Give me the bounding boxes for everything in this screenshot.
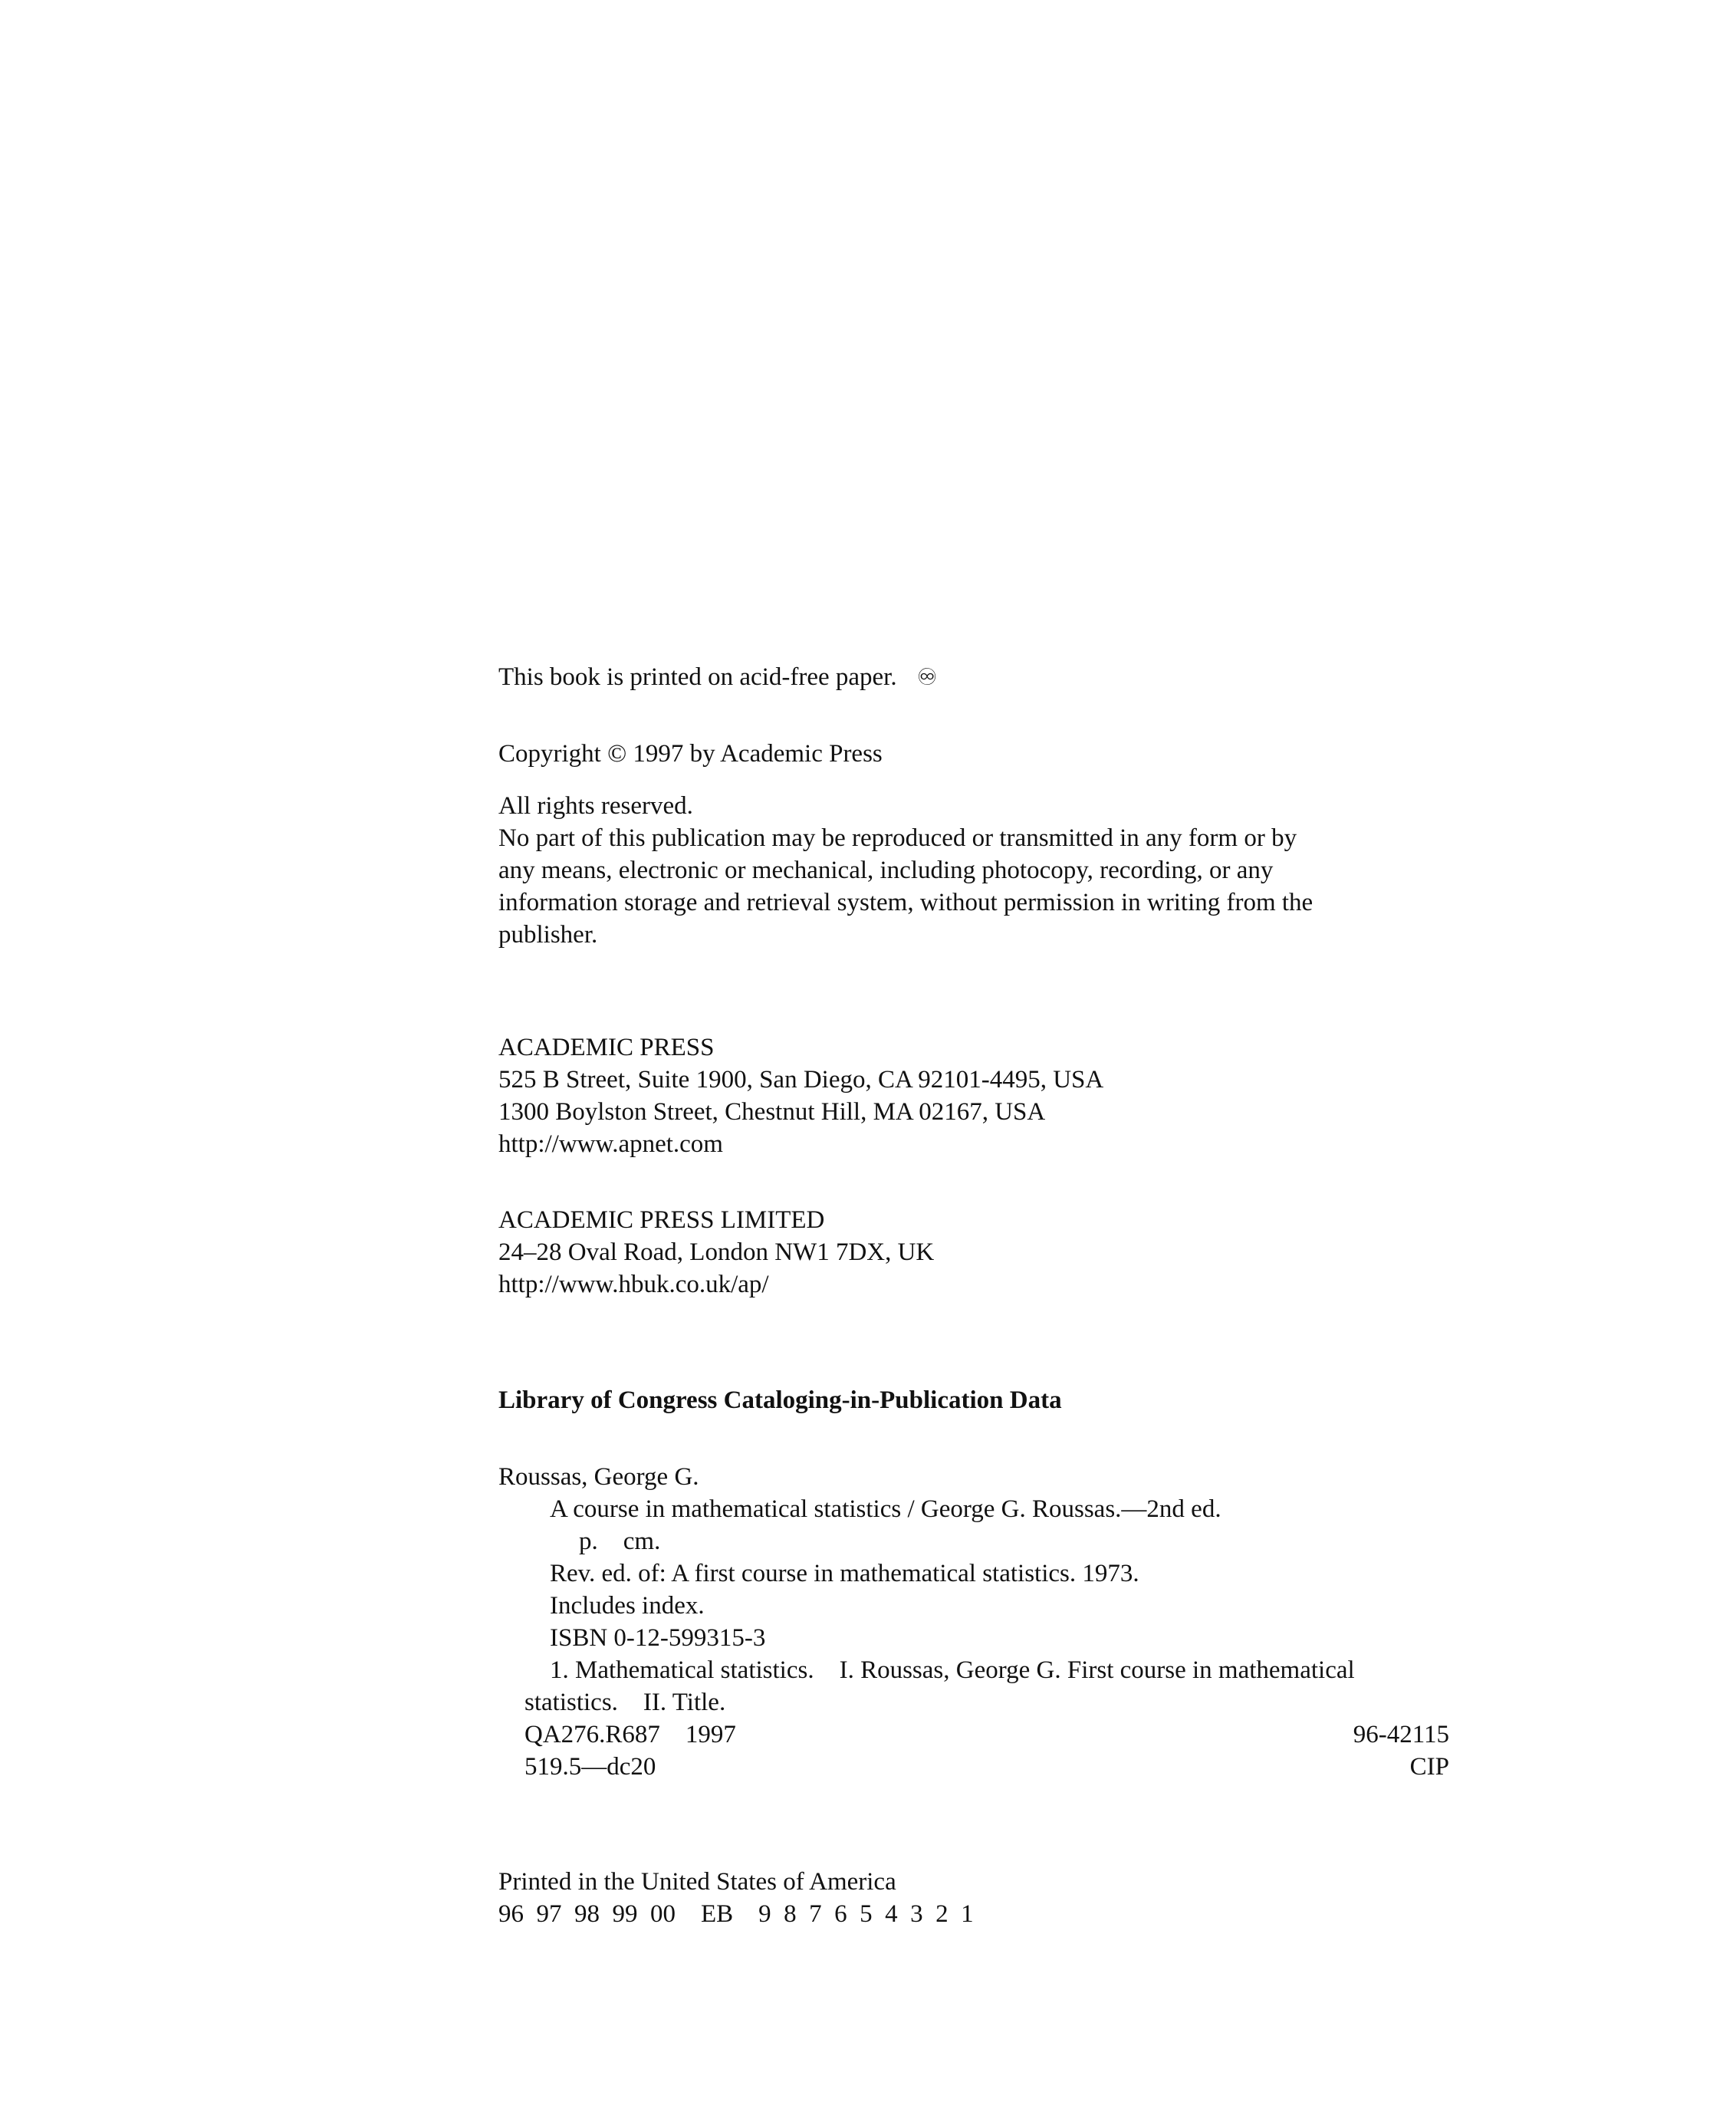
printed-location: Printed in the United States of America [498, 1868, 896, 1896]
printing-line: 96 97 98 99 00 EB 9 8 7 6 5 4 3 2 1 [498, 1900, 974, 1928]
cip-physical: p. cm. [579, 1528, 661, 1555]
acid-free-text: This book is printed on acid-free paper. [498, 663, 897, 691]
cip-call-row [498, 1719, 1449, 1751]
cip-subjects-cont: statistics. II. Title. [524, 1689, 726, 1716]
rights-notice [498, 790, 1449, 951]
publisher-url: http://www.hbuk.co.uk/ap/ [498, 1271, 769, 1298]
cip-label: CIP [1409, 1753, 1449, 1781]
rights-line: information storage and retrieval system, without permission in writing from the [498, 889, 1314, 916]
cip-call-number: QA276.R687 1997 [524, 1721, 736, 1748]
cip-rev-note: Rev. ed. of: A first course in mathematical statistics. 1973. [550, 1560, 1139, 1587]
publisher-name: ACADEMIC PRESS LIMITED [498, 1206, 825, 1234]
address-line: 1300 Boylston Street, Chestnut Hill, MA 02167, USA [498, 1098, 1046, 1126]
cip-dewey-row [498, 1751, 1449, 1783]
publisher-url: http://www.apnet.com [498, 1130, 723, 1158]
address-line: 24–28 Oval Road, London NW1 7DX, UK [498, 1238, 935, 1266]
cip-author: Roussas, George G. [498, 1463, 699, 1491]
cip-lccn: 96-42115 [1353, 1721, 1449, 1748]
cip-heading: Library of Congress Cataloging-in-Publication Data [498, 1386, 1062, 1414]
academic-press-limited-address [498, 1204, 1449, 1301]
rights-line: publisher. [498, 921, 598, 949]
cip-dewey: 519.5—dc20 [524, 1753, 656, 1781]
cip-record [498, 1461, 1449, 1783]
cip-title: A course in mathematical statistics / George G. Roussas.—2nd ed. [550, 1495, 1221, 1523]
copyright-line: Copyright © 1997 by Academic Press [498, 740, 883, 768]
infinity-paper-icon: ♾ [916, 665, 938, 690]
rights-line: All rights reserved. [498, 792, 693, 820]
publisher-name: ACADEMIC PRESS [498, 1034, 715, 1061]
acid-free-notice [498, 661, 1449, 694]
academic-press-address [498, 1031, 1449, 1160]
rights-line: any means, electronic or mechanical, including photocopy, recording, or any [498, 857, 1274, 884]
cip-subjects: 1. Mathematical statistics. I. Roussas, George G. First course in mathematical [550, 1656, 1355, 1684]
address-line: 525 B Street, Suite 1900, San Diego, CA 92101-4495, USA [498, 1066, 1104, 1094]
cip-isbn: ISBN 0-12-599315-3 [550, 1624, 766, 1652]
rights-line: No part of this publication may be reproduced or transmitted in any form or by [498, 824, 1297, 852]
printing-info [498, 1866, 1449, 1930]
cip-index-note: Includes index. [550, 1592, 705, 1620]
